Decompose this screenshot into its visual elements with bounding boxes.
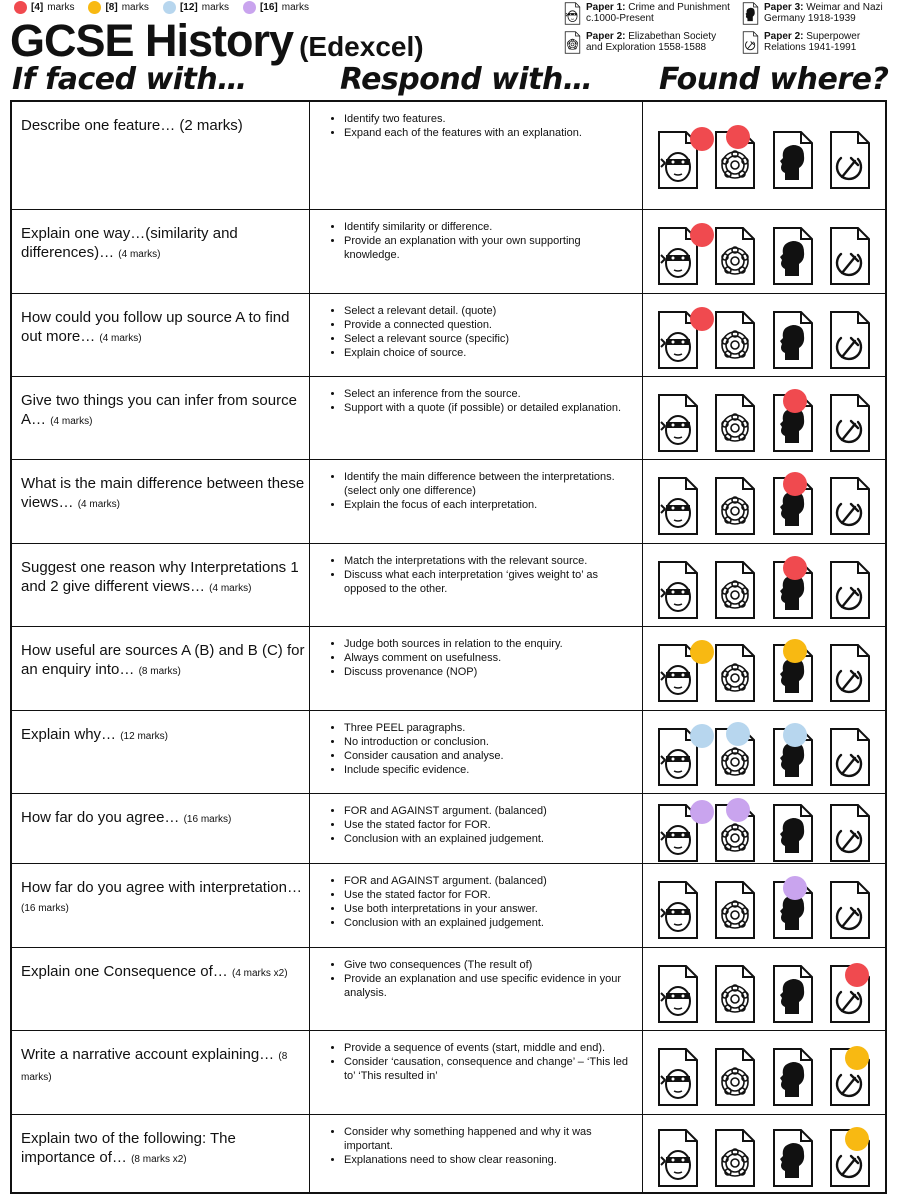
found-where-cell <box>643 1031 885 1114</box>
question-marks: (16 marks) <box>21 903 69 914</box>
response-cell <box>310 210 643 293</box>
hammer-sickle-icon <box>828 226 872 286</box>
table-row <box>12 543 885 626</box>
question-text: Suggest one reason why Interpretations 1 and 2 give different views… <box>21 559 299 595</box>
found-where-cell <box>643 711 885 793</box>
bandit-icon <box>656 880 700 940</box>
question-cell <box>12 102 310 209</box>
question-text: How far do you agree… <box>21 809 180 826</box>
question-text: Write a narrative account explaining… <box>21 1046 275 1063</box>
found-where-cell <box>643 460 885 543</box>
question-marks: (8 marks) <box>138 666 181 677</box>
response-bullet: • Provide an explanation and use specific evidence in your analysis. <box>344 972 634 1000</box>
response-bullet: • Consider causation and analyse. <box>344 749 634 763</box>
response-cell <box>310 711 643 793</box>
legend-dot <box>14 1 27 14</box>
question-marks: (16 marks) <box>183 814 232 825</box>
response-cell <box>310 864 643 947</box>
response-bullet: • Include specific evidence. <box>344 763 634 777</box>
response-bullet: • Conclusion with an explained judgement. <box>344 832 634 846</box>
hammer-sickle-icon <box>828 476 872 536</box>
hammer-sickle-icon <box>828 310 872 370</box>
rose-icon <box>713 393 757 453</box>
response-bullet: • Discuss what each interpretation ‘gives weight to’ as opposed to the other. <box>344 568 634 596</box>
hammer-sickle-icon <box>828 643 872 703</box>
response-bullet: • Consider why something happened and why it was important. <box>344 1125 634 1153</box>
found-where-cell <box>643 210 885 293</box>
marks-legend <box>14 0 309 14</box>
legend-marks: [4] <box>31 1 44 13</box>
response-cell <box>310 794 643 863</box>
found-where-cell <box>643 544 885 626</box>
question-text: How far do you agree with interpretation… <box>21 879 302 896</box>
response-bullet: • Three PEEL paragraphs. <box>344 721 634 735</box>
rose-icon <box>563 31 582 54</box>
found-where-cell <box>643 102 885 209</box>
question-cell <box>12 460 310 543</box>
table-row <box>12 1114 885 1192</box>
hammer-sickle-icon <box>828 803 872 863</box>
hammer-sickle-icon <box>828 393 872 453</box>
response-cell <box>310 294 643 376</box>
response-cell <box>310 1115 643 1192</box>
response-bullet: • Consider ‘causation, consequence and change’ – ‘This led to’ ‘This resulted in’ <box>344 1055 634 1083</box>
head-icon <box>771 1128 815 1188</box>
paper-desc2: Relations 1941-1991 <box>764 42 857 53</box>
paper-code: Paper 2: <box>586 31 626 42</box>
question-text: How could you follow up source A to find out more… <box>21 309 290 345</box>
response-bullet: • Select a relevant source (specific) <box>344 332 634 346</box>
paper-desc: Weimar and Nazi <box>806 2 883 13</box>
response-bullet: • Provide a sequence of events (start, middle and end). <box>344 1041 634 1055</box>
response-cell <box>310 377 643 459</box>
paper-desc2: Germany 1918-1939 <box>764 13 856 24</box>
response-list <box>326 387 634 415</box>
question-text: Explain one way…(similarity and differences)… <box>21 225 238 261</box>
hammer-sickle-icon <box>828 560 872 620</box>
question-marks: (4 marks) <box>209 583 252 594</box>
response-bullet: • Select an inference from the source. <box>344 387 634 401</box>
question-text: Give two things you can infer from source A… <box>21 392 297 428</box>
paper-key-item <box>563 2 730 25</box>
hammer-sickle-icon <box>741 31 760 54</box>
response-bullet: • Identify two features. <box>344 112 634 126</box>
table-row <box>12 710 885 793</box>
table-row <box>12 863 885 947</box>
question-text: Explain two of the following: The importance of… <box>21 1130 236 1166</box>
legend-suffix: marks <box>201 1 229 13</box>
response-cell <box>310 102 643 209</box>
table-row <box>12 626 885 710</box>
response-cell <box>310 627 643 710</box>
table-row <box>12 293 885 376</box>
question-marks: (4 marks) <box>118 249 161 260</box>
bandit-icon <box>656 964 700 1024</box>
response-list <box>326 1041 634 1083</box>
response-list <box>326 721 634 777</box>
question-marks: (4 marks) <box>50 416 93 427</box>
head-icon <box>771 130 815 190</box>
response-bullet: • Explain the focus of each interpretation. <box>344 498 634 512</box>
question-marks: (4 marks) <box>77 499 120 510</box>
found-where-cell <box>643 1115 885 1192</box>
question-text: Explain why… <box>21 726 117 743</box>
rose-icon <box>713 964 757 1024</box>
paper-marker-dot <box>845 1046 869 1070</box>
response-bullet: • FOR and AGAINST argument. (balanced) <box>344 804 634 818</box>
question-marks: (12 marks) <box>120 731 169 742</box>
question-marks: (8 marks x2) <box>131 1154 187 1165</box>
hammer-sickle-icon <box>828 727 872 787</box>
paper-marker-dot <box>690 127 714 151</box>
question-cell <box>12 544 310 626</box>
question-text: Describe one feature… (2 marks) <box>21 117 243 134</box>
response-bullet: • Discuss provenance (NOP) <box>344 665 634 679</box>
paper-marker-dot <box>845 1127 869 1151</box>
paper-marker-dot <box>845 963 869 987</box>
response-bullet: • Give two consequences (The result of) <box>344 958 634 972</box>
paper-marker-dot <box>690 800 714 824</box>
question-cell <box>12 294 310 376</box>
paper-key-item <box>741 31 860 54</box>
bandit-icon <box>656 1047 700 1107</box>
found-where-cell <box>643 627 885 710</box>
question-text: Explain one Consequence of… <box>21 963 228 980</box>
paper-marker-dot <box>783 639 807 663</box>
head-icon <box>771 226 815 286</box>
legend-suffix: marks <box>121 1 149 13</box>
legend-marks: [12] <box>179 1 198 13</box>
column-heading-faced: If faced with… <box>12 62 247 97</box>
response-bullet: • Conclusion with an explained judgement. <box>344 916 634 930</box>
response-bullet: • Explanations need to show clear reasoning. <box>344 1153 634 1167</box>
paper-marker-dot <box>783 723 807 747</box>
response-bullet: • Expand each of the features with an explanation. <box>344 126 634 140</box>
rose-icon <box>713 310 757 370</box>
question-cell <box>12 794 310 863</box>
head-icon <box>771 310 815 370</box>
question-table <box>10 100 887 1194</box>
response-cell <box>310 1031 643 1114</box>
question-cell <box>12 864 310 947</box>
hammer-sickle-icon <box>828 130 872 190</box>
head-icon <box>771 1047 815 1107</box>
found-where-cell <box>643 794 885 863</box>
response-list <box>326 637 634 679</box>
legend-marks: [8] <box>105 1 118 13</box>
legend-item <box>88 1 148 14</box>
bandit-icon <box>563 2 582 25</box>
response-list <box>326 874 634 930</box>
paper-marker-dot <box>690 307 714 331</box>
found-where-cell <box>643 948 885 1030</box>
paper-marker-dot <box>783 389 807 413</box>
paper-marker-dot <box>783 556 807 580</box>
paper-desc: Elizabethan Society <box>628 31 717 42</box>
legend-marks: [16] <box>259 1 278 13</box>
response-bullet: • Select a relevant detail. (quote) <box>344 304 634 318</box>
found-where-cell <box>643 294 885 376</box>
paper-marker-dot <box>690 223 714 247</box>
found-where-cell <box>643 864 885 947</box>
rose-icon <box>713 1128 757 1188</box>
bandit-icon <box>656 476 700 536</box>
response-bullet: • Provide an explanation with your own supporting knowledge. <box>344 234 634 262</box>
paper-code: Paper 1: <box>586 2 626 13</box>
response-bullet: • Match the interpretations with the relevant source. <box>344 554 634 568</box>
paper-code: Paper 3: <box>764 2 804 13</box>
response-bullet: • Support with a quote (if possible) or detailed explanation. <box>344 401 634 415</box>
paper-marker-dot <box>690 724 714 748</box>
legend-item <box>163 1 229 14</box>
table-row <box>12 376 885 459</box>
response-bullet: • Use the stated factor for FOR. <box>344 888 634 902</box>
response-bullet: • Use the stated factor for FOR. <box>344 818 634 832</box>
question-cell <box>12 1031 310 1114</box>
legend-dot <box>163 1 176 14</box>
question-cell <box>12 1115 310 1192</box>
question-marks: (8 marks) <box>21 1051 288 1083</box>
rose-icon <box>713 880 757 940</box>
question-cell <box>12 711 310 793</box>
paper-desc2: c.1000-Present <box>586 13 654 24</box>
response-bullet: • Provide a connected question. <box>344 318 634 332</box>
bandit-icon <box>656 1128 700 1188</box>
paper-desc: Crime and Punishment <box>628 2 730 13</box>
head-icon <box>741 2 760 25</box>
table-row <box>12 793 885 863</box>
bandit-icon <box>656 560 700 620</box>
response-bullet: • Always comment on usefulness. <box>344 651 634 665</box>
response-cell <box>310 460 643 543</box>
response-cell <box>310 544 643 626</box>
title-text: GCSE History <box>10 15 294 66</box>
response-bullet: • Judge both sources in relation to the enquiry. <box>344 637 634 651</box>
paper-marker-dot <box>726 125 750 149</box>
question-text: How useful are sources A (B) and B (C) for an enquiry into… <box>21 642 305 678</box>
column-heading-respond: Respond with… <box>340 62 593 97</box>
paper-desc2: and Exploration 1558-1588 <box>586 42 707 53</box>
rose-icon <box>713 643 757 703</box>
rose-icon <box>713 1047 757 1107</box>
paper-marker-dot <box>726 722 750 746</box>
response-cell <box>310 948 643 1030</box>
response-bullet: • Identify similarity or difference. <box>344 220 634 234</box>
question-marks: (4 marks) <box>99 333 142 344</box>
response-list <box>326 554 634 596</box>
paper-code: Paper 2: <box>764 31 804 42</box>
found-where-cell <box>643 377 885 459</box>
question-cell <box>12 210 310 293</box>
legend-dot <box>243 1 256 14</box>
response-list <box>326 304 634 360</box>
response-list <box>326 220 634 262</box>
response-list <box>326 112 634 140</box>
hammer-sickle-icon <box>828 880 872 940</box>
question-cell <box>12 377 310 459</box>
question-cell <box>12 948 310 1030</box>
rose-icon <box>713 476 757 536</box>
question-marks: (4 marks x2) <box>231 968 288 979</box>
legend-suffix: marks <box>47 1 75 13</box>
response-list <box>326 470 634 512</box>
paper-key-item <box>563 31 716 54</box>
rose-icon <box>713 560 757 620</box>
response-list <box>326 1125 634 1167</box>
legend-item <box>243 1 309 14</box>
table-row <box>12 209 885 293</box>
head-icon <box>771 964 815 1024</box>
response-bullet: • Explain choice of source. <box>344 346 634 360</box>
paper-marker-dot <box>783 472 807 496</box>
bandit-icon <box>656 393 700 453</box>
legend-dot <box>88 1 101 14</box>
paper-marker-dot <box>690 640 714 664</box>
paper-marker-dot <box>726 798 750 822</box>
table-row <box>12 102 885 209</box>
table-row <box>12 947 885 1030</box>
response-bullet: • Identify the main difference between the interpretations. (select only one difference) <box>344 470 634 498</box>
paper-desc: Superpower <box>806 31 861 42</box>
paper-key-item <box>741 2 883 25</box>
response-bullet: • FOR and AGAINST argument. (balanced) <box>344 874 634 888</box>
table-row <box>12 459 885 543</box>
question-cell <box>12 627 310 710</box>
paper-marker-dot <box>783 876 807 900</box>
rose-icon <box>713 226 757 286</box>
head-icon <box>771 803 815 863</box>
question-text: What is the main difference between these views… <box>21 475 305 511</box>
table-row <box>12 1030 885 1114</box>
legend-item <box>14 1 74 14</box>
response-bullet: • Use both interpretations in your answer. <box>344 902 634 916</box>
response-list <box>326 958 634 1000</box>
subtitle-text: (Edexcel) <box>299 31 424 62</box>
column-heading-found: Found where? <box>659 62 889 97</box>
response-bullet: • No introduction or conclusion. <box>344 735 634 749</box>
response-list <box>326 804 634 846</box>
legend-suffix: marks <box>281 1 309 13</box>
